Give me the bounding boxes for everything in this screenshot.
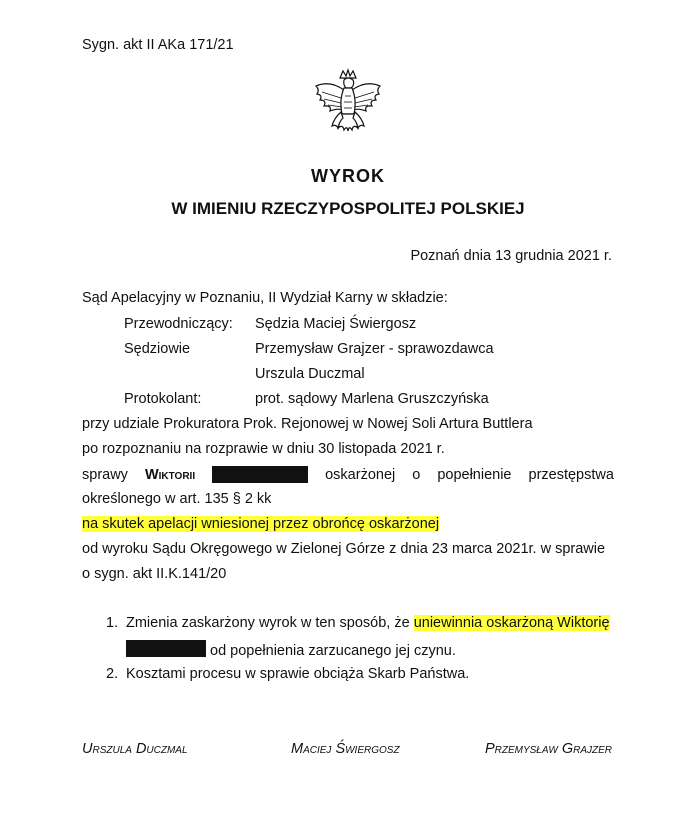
presiding-value: Sędzia Maciej Świergosz — [255, 316, 417, 332]
ruling-1-highlight: uniewinnia oskarżoną Wiktorię — [413, 615, 610, 631]
signature-2: Maciej Świergosz — [291, 741, 400, 757]
hearing-line: po rozpoznaniu na rozprawie w dniu 30 listopada 2021 r. — [82, 441, 445, 457]
clerk-label: Protokolant: — [124, 391, 202, 407]
eagle-icon — [308, 68, 388, 150]
judgment-line-1: od wyroku Sądu Okręgowego w Zielonej Górze z dnia 23 marca 2021r. w sprawie — [82, 541, 606, 557]
ruling-1-continuation: od popełnienia zarzucanego jej czynu. — [210, 643, 456, 659]
ruling-2-text: Kosztami procesu w sprawie obciąża Skarb Państwa. — [126, 666, 470, 682]
court-line: Sąd Apelacyjny w Poznaniu, II Wydział Karny w składzie: — [82, 290, 448, 306]
defendant-name: Wiktorii — [144, 466, 196, 483]
case-text-4: przestępstwa — [528, 466, 614, 483]
appeal-line: na skutek apelacji wniesionej przez obrońcę oskarżonej — [82, 516, 440, 532]
ruling-1-continuation-line — [126, 640, 456, 659]
signature-1: Urszula Duczmal — [82, 741, 188, 757]
case-prefix: sprawy — [82, 466, 128, 483]
signature-3: Przemysław Grajzer — [484, 741, 612, 757]
judge-2: Urszula Duczmal — [255, 366, 365, 382]
judges-label: Sędziowie — [124, 341, 191, 357]
case-line — [82, 466, 614, 483]
case-text-2: o — [412, 466, 421, 483]
article-line: określonego w art. 135 § 2 kk — [82, 491, 272, 507]
case-text-3: popełnienie — [437, 466, 512, 483]
redacted-surname — [212, 466, 308, 483]
redacted-surname-2 — [126, 640, 206, 657]
ruling-1-text — [126, 615, 610, 631]
ruling-1-text-before: Zmienia zaskarżony wyrok w ten sposób, że — [126, 615, 414, 631]
case-text-1: oskarżonej — [325, 466, 396, 483]
clerk-value: prot. sądowy Marlena Gruszczyńska — [255, 391, 489, 407]
appeal-line-wrap — [82, 516, 439, 532]
document-title: WYROK — [311, 166, 385, 186]
judge-1: Przemysław Grajzer - sprawozdawca — [255, 341, 494, 357]
presiding-label: Przewodniczący: — [124, 316, 233, 332]
prosecutor-line: przy udziale Prokuratora Prok. Rejonowej w Nowej Soli Artura Buttlera — [82, 416, 533, 432]
polish-eagle-emblem — [308, 68, 388, 150]
judgment-line-2: o sygn. akt II.K.141/20 — [82, 566, 227, 582]
ruling-2-number: 2. — [106, 666, 119, 682]
ruling-1-number: 1. — [106, 615, 119, 631]
document-subtitle: W IMIENIU RZECZYPOSPOLITEJ POLSKIEJ — [171, 199, 525, 218]
case-signature: Sygn. akt II AKa 171/21 — [82, 37, 234, 53]
place-date: Poznań dnia 13 grudnia 2021 r. — [410, 248, 612, 264]
